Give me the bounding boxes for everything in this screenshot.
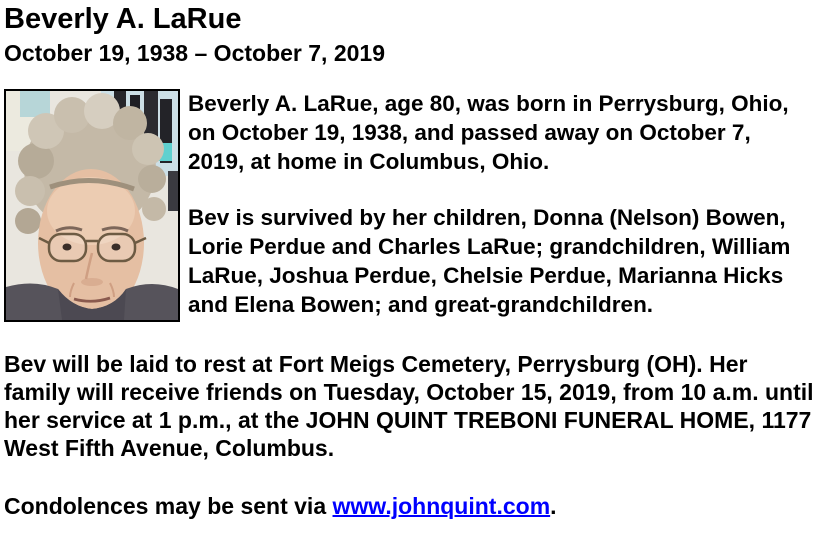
obituary-header [4,2,817,67]
life-dates: October 19, 1938 – October 7, 2019 [4,40,385,66]
content-row [4,89,817,322]
condolences-prefix-text: Condolences may be sent via [4,493,333,519]
bio-paragraph-birth-death: Beverly A. LaRue, age 80, was born in Perrysburg, Ohio, on October 19, 1938, and passed away on October 7, 2019, at home in Columbus, Ohio. [188,91,789,174]
bio-column [188,89,803,319]
funeral-home-link[interactable]: www.johnquint.com [332,493,551,519]
service-paragraph: Bev will be laid to rest at Fort Meigs Cemetery, Perrysburg (OH). Her family will receive friends on Tuesday, October 15, 2019, from 10 a.m. until her service at 1 p.m., at the JOHN QUINT TREBONI FUNERAL HOME, 1177 West Fifth Avenue, Columbus. [4,351,814,461]
condolences-line [4,492,820,520]
portrait-photo [4,89,180,322]
condolences-suffix-text: . [550,493,557,519]
portrait-illustration [6,91,178,320]
page-title: Beverly A. LaRue [4,3,242,35]
bio-paragraph-survivors: Bev is survived by her children, Donna (Nelson) Bowen, Lorie Perdue and Charles LaRue; grandchildren, William LaRue, Joshua Perdue, Chelsie Perdue, Marianna Hicks and Elena Bowen; and great-grandchildren. [188,205,791,317]
